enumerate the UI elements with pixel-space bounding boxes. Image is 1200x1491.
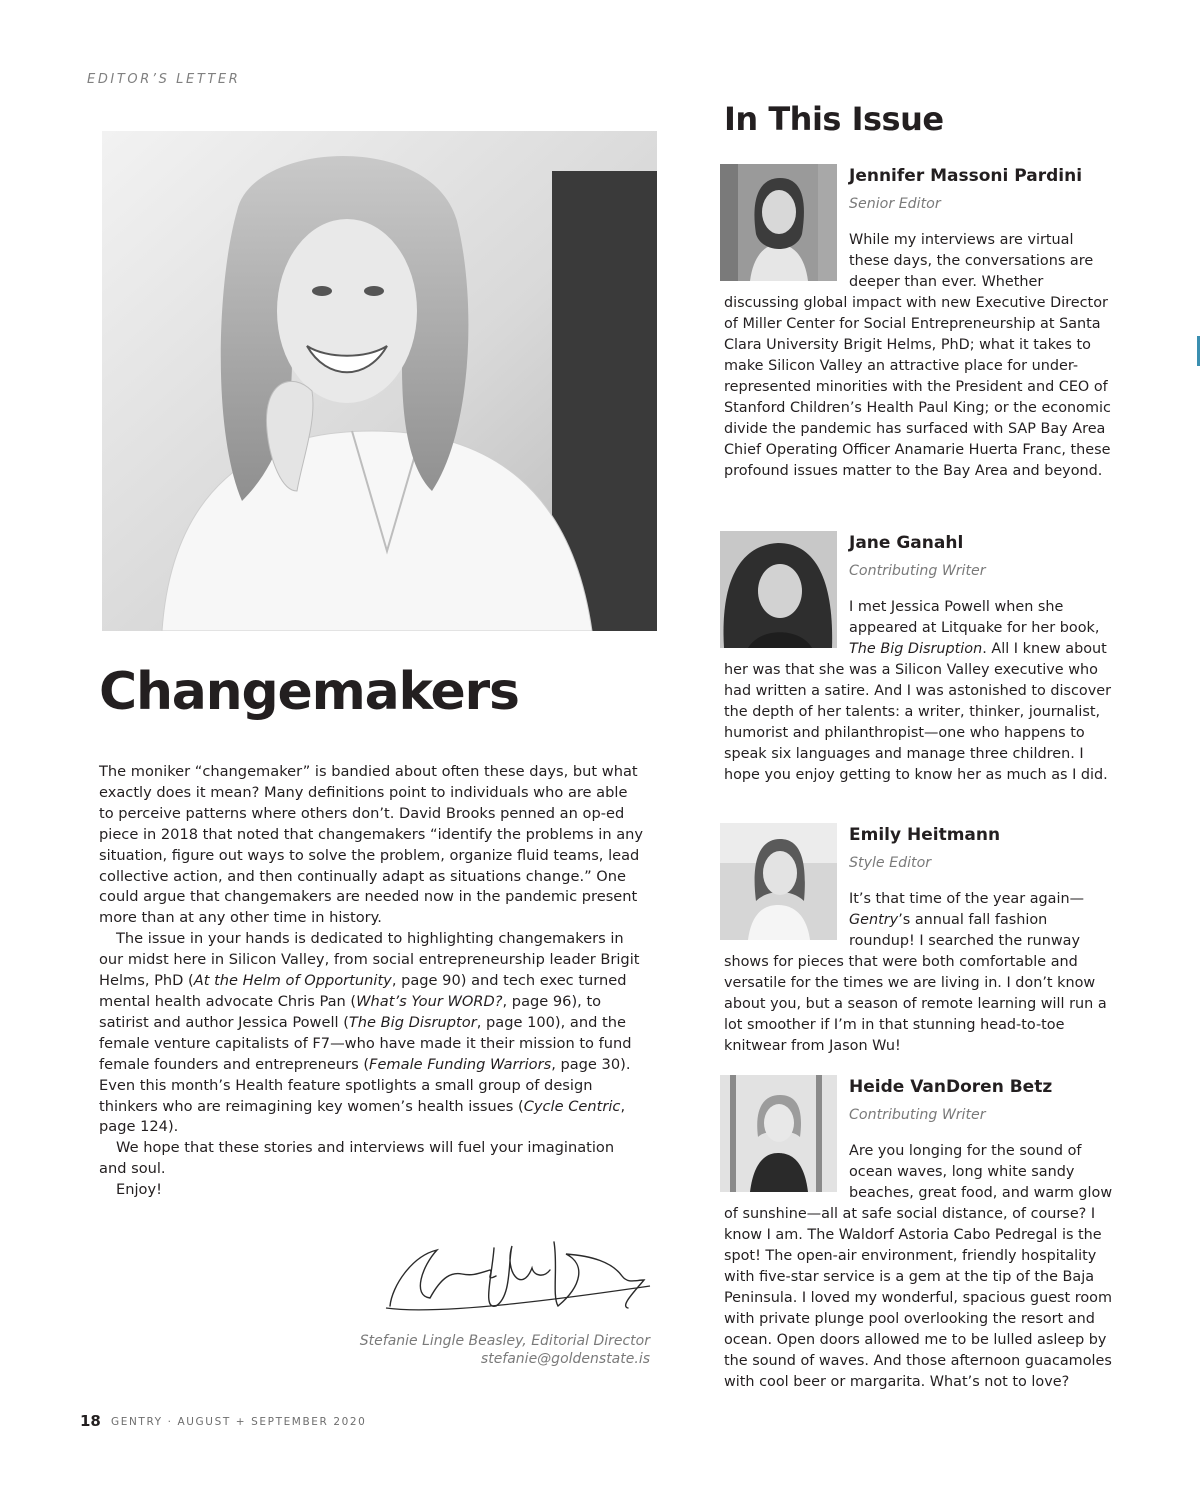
contributor-text: It’s that time of the year again—Gentry’s annual fall fashion roundup! I searched the runway shows for pieces that were both comfortable and versatile for the times we are living in. I don’t know about you, but a season of remote learning will run a lot smoother if I’m in that stunning head-to-toe knitwear from Jason Wu! xyxy=(724,891,1107,1054)
contributor-photo-image xyxy=(720,164,837,281)
contributor-photo-image xyxy=(720,531,837,648)
contributor-name: Jane Ganahl xyxy=(849,533,964,553)
editor-letter-body xyxy=(99,762,644,1201)
editor-portrait-image xyxy=(102,131,657,631)
contributor-name: Jennifer Massoni Pardini xyxy=(849,166,1083,186)
contributor-photo-image xyxy=(720,1075,837,1192)
contributor-photo xyxy=(720,531,837,648)
signature-scribble xyxy=(382,1236,654,1324)
contributor-name: Emily Heitmann xyxy=(849,825,1001,845)
contributor-photo-image xyxy=(720,823,837,940)
in-this-issue-title: In This Issue xyxy=(724,100,944,138)
contributor-card xyxy=(720,1075,1115,1393)
contributor-card xyxy=(720,164,1115,482)
editor-portrait-photo xyxy=(102,131,657,631)
contributor-photo xyxy=(720,1075,837,1192)
contributor-text: While my interviews are virtual these days, the conversations are deeper than ever. Whether discussing global impact with new Executive Director of Miller Center for Social Entrepreneurship at Santa Clara University Brigit Helms, PhD; what it takes to make Silicon Valley an attractive place for under-represented minorities with the President and CEO of Stanford Children’s Health Paul King; or the economic divide the pandemic has surfaced with SAP Bay Area Chief Operating Officer Anamarie Huerta Franc, these profound issues matter to the Bay Area and beyond. xyxy=(724,232,1111,479)
contributor-role: Senior Editor xyxy=(849,196,941,212)
body-paragraph: We hope that these stories and interviews will fuel your imagination and soul. xyxy=(99,1139,615,1178)
body-paragraph: Enjoy! xyxy=(116,1181,162,1199)
editor-email-link[interactable]: stefanie@goldenstate.is xyxy=(480,1351,650,1367)
body-paragraph: The moniker “changemaker” is bandied about often these days, but what exactly does it mean? Many definitions point to individuals who are able to perceive patterns where others don’t. David Brooks penned an op-ed piece in 2018 that noted that changemakers “identify the problems in any situation, figure out ways to solve the problem, organize fluid teams, lead collective action, and then continually adapt as situations change.” One could argue that changemakers are needed now in the pandemic present more than at any other time in history. xyxy=(99,763,644,927)
body-paragraph: The issue in your hands is dedicated to highlighting changemakers in our midst here in Silicon Valley, from social entrepreneurship leader Brigit Helms, PhD (At the Helm of Opportunity, page 90) and tech exec turned mental health advocate Chris Pan (What’s Your WORD?, page 96), to satirist and author Jessica Powell (The Big Disruptor, page 100), and the female venture capitalists of F7—who have made it their mission to fund female founders and entrepreneurs (Female Funding Warriors, page 30). Even this month’s Health feature spotlights a small group of design thinkers who are reimagining key women’s health issues (Cycle Centric, page 124). xyxy=(99,930,640,1136)
contributor-text: Are you longing for the sound of ocean waves, long white sandy beaches, great food, and warm glow of sunshine—all at safe social distance, of course? I know I am. The Waldorf Astoria Cabo Pedregal is the spot! The open-air environment, friendly hospitality with five-star service is a gem at the tip of the Baja Peninsula. I loved my wonderful, spacious guest room with private plunge pool overlooking the resort and ocean. Open doors allowed me to be lulled asleep by the sound of waves. And those afternoon guacamoles with cool beer or margarita. What’s not to love? xyxy=(724,1143,1113,1390)
page-number: 18 xyxy=(80,1412,101,1430)
editor-name-title: Stefanie Lingle Beasley, Editorial Director xyxy=(359,1333,650,1349)
contributor-card xyxy=(720,531,1115,786)
contributor-photo xyxy=(720,164,837,281)
publication-footer: GENTRY · AUGUST + SEPTEMBER 2020 xyxy=(111,1416,367,1428)
section-label: EDITOR’S LETTER xyxy=(87,72,241,87)
contributor-role: Contributing Writer xyxy=(849,1107,986,1123)
headline: Changemakers xyxy=(99,662,519,722)
signature-caption xyxy=(360,1332,650,1368)
contributor-card xyxy=(720,823,1115,1057)
contributor-text: I met Jessica Powell when she appeared at Litquake for her book, The Big Disruption. All I knew about her was that she was a Silicon Valley executive who had written a satire. And I was astonished to discover the depth of her talents: a writer, thinker, journalist, humorist and philanthropist—one who happens to speak six languages and manage three children. I hope you enjoy getting to know her as much as I did. xyxy=(724,599,1111,783)
contributor-name: Heide VanDoren Betz xyxy=(849,1077,1053,1097)
contributor-role: Contributing Writer xyxy=(849,563,986,579)
contributor-photo xyxy=(720,823,837,940)
contributor-role: Style Editor xyxy=(849,855,932,871)
signature xyxy=(382,1236,654,1324)
